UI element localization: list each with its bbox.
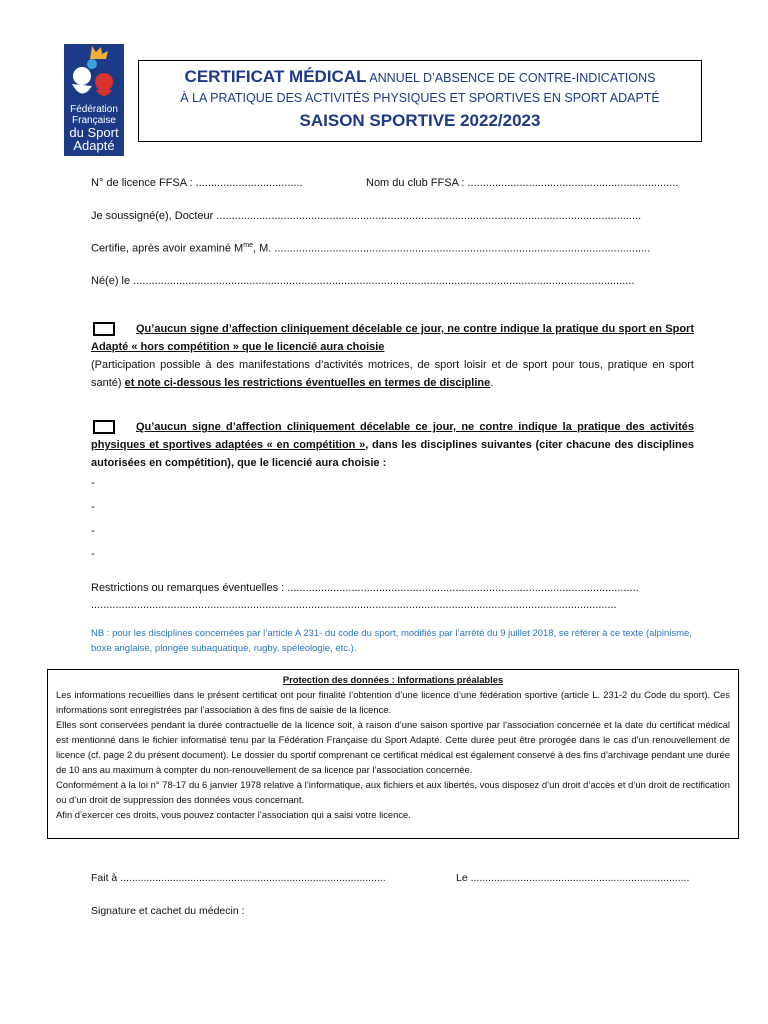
doctor-field[interactable]: Je soussigné(e), Docteur ........................................................................................................................................... [91, 210, 642, 222]
date-field[interactable]: Le ........................................................................... [456, 872, 690, 884]
option-hors-competition [91, 320, 694, 356]
protection-paragraph: Afin d’exercer ces droits, vous pouvez contacter l’association qui a saisi votre licence. [56, 809, 411, 820]
patient-field[interactable] [91, 242, 650, 255]
logo-line: Française [72, 115, 116, 126]
option1-details [91, 356, 694, 392]
option1-statement: Qu’aucun signe d’affection cliniquement décelable ce jour, ne contre indique la pratique du sport en Sport Adapté « hors compétition » que le licencié aura choisie [91, 323, 694, 353]
logo-line: Fédération [70, 104, 118, 115]
option2-disciplines-note: , dans les disciplines suivantes (citer chacune des disciplines autorisées en compétition), que le licencié aura choisie : [91, 439, 694, 469]
option1-note: (Participation possible à des manifestations d’activités motrices, de sport loisir et de sport pour tous, pratique en sport santé) [91, 359, 694, 389]
option1-restrictions-note: et note ci-dessous les restrictions éventuelles en termes de discipline [124, 377, 491, 389]
logo-line: du Sport [69, 125, 119, 140]
title-line-1 [139, 67, 701, 87]
birthdate-field[interactable]: Né(e) le .................................................................................................................................................................... [91, 275, 635, 287]
certificate-subtitle: ANNUEL D’ABSENCE DE CONTRE-INDICATIONS [366, 71, 656, 85]
discipline-line[interactable]: - [91, 548, 95, 560]
licence-field[interactable]: N° de licence FFSA : ................................... [91, 177, 303, 189]
logo-line: Adapté [73, 138, 115, 153]
title-line-2: À LA PRATIQUE DES ACTIVITÉS PHYSIQUES ET SPORTIVES EN SPORT ADAPTÉ [180, 91, 660, 105]
restrictions-field-line2[interactable]: ............................................................................................................................................................................ [91, 599, 617, 611]
season-title: SAISON SPORTIVE 2022/2023 [299, 111, 541, 130]
nb-note: NB : pour les disciplines concernées par l’article A 231- du code du sport, modifiés par l’arrêté du 9 juillet 2018, se référer à ce texte (alpinisme, boxe anglaise, plongée subaquatique, rugby, spéléologie, etc.). [91, 628, 692, 654]
discipline-line[interactable]: - [91, 477, 95, 489]
patient-label: Certifie, après avoir examiné M [91, 242, 244, 255]
club-field[interactable]: Nom du club FFSA : ..................................................................... [366, 177, 679, 189]
data-protection-box [47, 669, 739, 839]
patient-label-sup: me [243, 242, 253, 249]
protection-title: Protection des données : Informations préalables [282, 674, 504, 685]
certificate-title: CERTIFICAT MÉDICAL [184, 67, 367, 86]
discipline-line[interactable]: - [91, 525, 95, 537]
protection-paragraph: Conformément à la loi n° 78-17 du 6 janvier 1978 relative à l’informatique, aux fichiers et aux libertés, vous disposez d’un droit d’accès et d’un droit de rectification ou d’un droit de suppression des données vous concernant. [56, 779, 730, 805]
protection-paragraph: Les informations recueillies dans le présent certificat ont pour finalité l’obtention d’une licence d’une fédération sportive (article L. 231-2 du Code du sport). Ces informations sont enregistrées par l’association à des fins de saisie de la licence. [56, 689, 730, 715]
fait-a-field[interactable]: Fait à ........................................................................................... [91, 872, 386, 884]
protection-paragraph: Elles sont conservées pendant la durée contractuelle de la licence soit, à raison d’une saison sportive par l’association concernée et la date du certificat médical est mentionné dans le fichier informatisé tenu par la Fédération Française du Sport Adapté. Cette durée peut être prorogée dans le cas d’un renouvellement de licence (cf. page 2 du présent document). Le dossier du sportif comprenant ce certificat médical est également conservé à des fins d’archivage pendant une durée de 10 ans au maximum à compter du non-renouvellement de sa licence par l’association concernée. [56, 719, 730, 775]
restrictions-field[interactable]: Restrictions ou remarques éventuelles : ................................................................................................................... [91, 582, 639, 594]
patient-dots: , M. ........................................................................................................................... [252, 242, 651, 255]
title-box [138, 60, 702, 142]
option1-end: . [490, 377, 494, 389]
option-en-competition [91, 418, 694, 472]
option2-statement: Qu’aucun signe d’affection cliniquement décelable ce jour, ne contre indique la pratique des activités physiques et sportives adaptées « en compétition » [91, 421, 694, 451]
logo-figures-icon [64, 44, 124, 104]
ffsa-logo [64, 44, 124, 156]
signature-label: Signature et cachet du médecin : [91, 905, 245, 917]
discipline-line[interactable]: - [91, 501, 95, 513]
